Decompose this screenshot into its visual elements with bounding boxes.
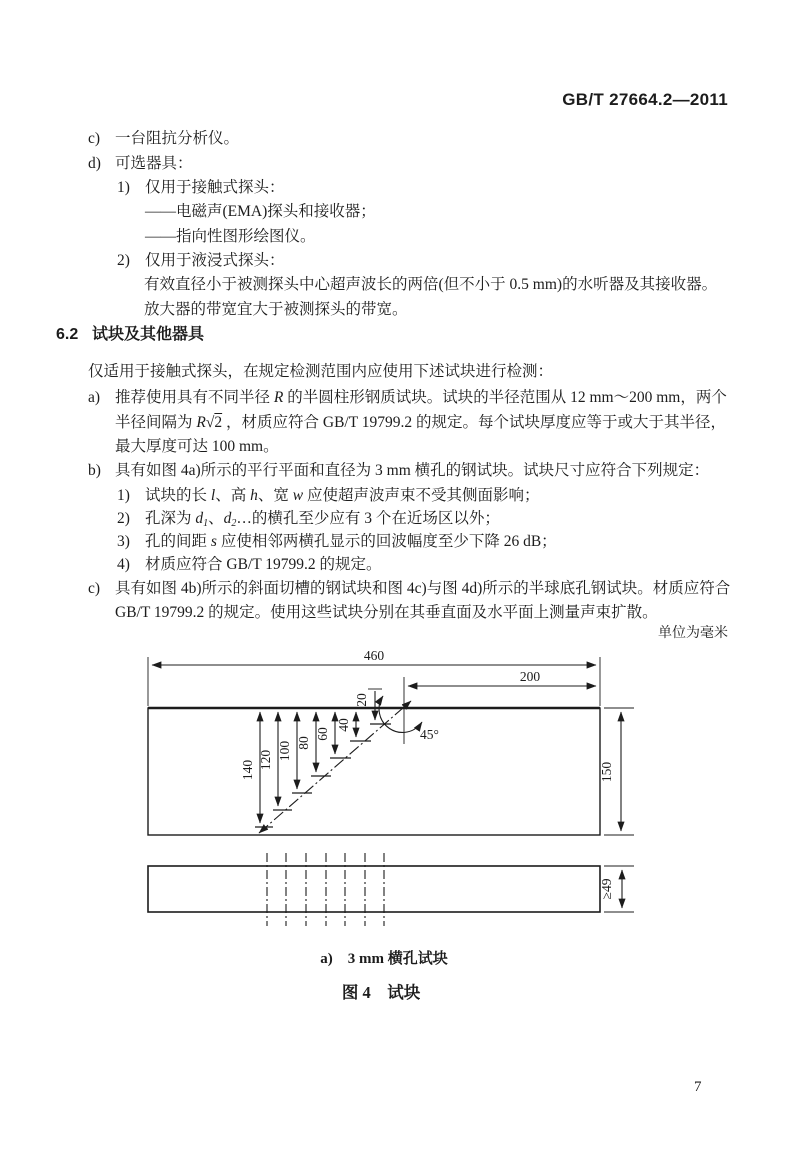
standard-number-header: GB/T 27664.2—2011	[562, 90, 728, 109]
list-text: 一台阻抗分析仪。	[115, 130, 240, 147]
list-text: 有效直径小于被测探头中心超声波长的两倍(但不小于 0.5 mm)的水听器及其接收器。	[144, 276, 718, 293]
list-text: 应使超声波声束不受其侧面影响；	[303, 487, 540, 504]
variable-w: w	[292, 487, 304, 504]
list-text: ——电磁声(EMA)探头和接收器；	[145, 203, 376, 220]
list-marker: 2)	[117, 510, 130, 527]
radicand: 2	[214, 414, 223, 431]
list-item-d	[88, 155, 193, 174]
list-item-a	[88, 389, 727, 408]
extension-lines	[148, 657, 634, 912]
figure-4a-drawing	[0, 645, 800, 945]
list-text: 可选器具：	[115, 155, 193, 172]
list-marker: a)	[88, 389, 101, 406]
block-outline	[148, 708, 600, 835]
list-text: 、高	[215, 487, 251, 504]
list-text: 的半圆柱形钢质试块。试块的半径范围从 12 mm～200 mm，两个	[283, 389, 727, 406]
list-item-c	[88, 130, 239, 149]
list-marker: 1)	[117, 487, 130, 504]
dimension-lines	[152, 665, 622, 908]
list-text: 仅用于接触式探头：	[145, 179, 285, 196]
list-item-d2	[117, 252, 285, 271]
list-item-b2	[117, 510, 500, 530]
list-marker: 3)	[117, 533, 130, 550]
list-text: ，材质应符合 GB/T 19799.2 的规定。每个试块厚度应等于或大于其半径，	[222, 414, 727, 431]
variable-l: l	[210, 487, 216, 504]
list-text: 最大厚度可达 100 mm。	[115, 438, 279, 455]
list-marker: 4)	[117, 556, 130, 573]
list-text: 、	[208, 510, 224, 527]
list-text: 推荐使用具有不同半径	[115, 389, 274, 406]
list-item-c2	[88, 580, 730, 599]
radical-sign: √	[205, 414, 215, 431]
list-item-d1-dash1	[145, 203, 376, 222]
list-text: …的横孔至少应有 3 个在近场区以外；	[236, 510, 500, 527]
list-marker: 1)	[117, 179, 130, 196]
list-item-a-cont1	[115, 414, 726, 433]
subscript-2: 2	[231, 518, 237, 529]
cross-section-view	[148, 657, 634, 912]
list-item-a-cont2	[115, 438, 279, 457]
list-marker: d)	[88, 155, 101, 172]
list-text: 孔的间距	[145, 533, 211, 550]
list-item-d1	[117, 179, 285, 198]
variable-R: R	[273, 389, 284, 406]
list-marker: b)	[88, 462, 101, 479]
variable-s: s	[210, 533, 217, 550]
section-heading	[56, 325, 204, 344]
section-number: 6.2	[56, 326, 79, 343]
list-text: 孔深为	[145, 510, 196, 527]
section-title: 试块及其他器具	[92, 326, 205, 343]
list-text: 应使相邻两横孔显示的回波幅度至少下降 26 dB；	[216, 533, 557, 550]
list-item-d2-cont2	[144, 301, 408, 320]
list-text: 半径间隔为	[115, 414, 197, 431]
subscript-1: 1	[203, 518, 209, 529]
list-item-b3	[117, 533, 557, 552]
list-text: 材质应符合 GB/T 19799.2 的规定。	[145, 556, 382, 573]
list-marker: c)	[88, 580, 101, 597]
list-marker: c)	[88, 130, 101, 147]
list-item-d1-dash2	[145, 228, 316, 247]
variable-d1: d	[195, 510, 204, 527]
variable-R: R	[196, 414, 206, 431]
list-text: ——指向性图形绘图仪。	[145, 228, 316, 245]
paragraph-text: 仅适用于接触式探头，在规定检测范围内应使用下述试块进行检测：	[88, 363, 554, 380]
list-text: 具有如图 4b)所示的斜面切槽的钢试块和图 4c)与图 4d)所示的半球底孔钢试块。材质应符合	[115, 580, 731, 597]
dim-label-150: 150	[599, 761, 614, 783]
list-text: GB/T 19799.2 的规定。使用这些试块分别在其垂直面及水平面上测量声束扩散。	[115, 604, 658, 621]
dim-label-80: 80	[296, 736, 311, 750]
hole-centerlines	[267, 853, 384, 926]
plan-view	[148, 853, 600, 926]
dim-label-60: 60	[315, 727, 330, 741]
list-item-c2-cont	[115, 604, 658, 623]
dim-label-20: 20	[354, 693, 369, 707]
dim-label-ge49: ≥49	[599, 878, 614, 900]
list-text: 、宽	[257, 487, 293, 504]
figure-caption: 图 4 试块	[341, 983, 421, 1002]
paragraph-intro	[88, 363, 553, 382]
dim-label-45deg: 45°	[420, 727, 439, 742]
plan-outline	[148, 866, 600, 912]
dim-label-100: 100	[277, 740, 292, 762]
list-text: 放大器的带宽宜大于被测探头的带宽。	[144, 301, 408, 318]
figure-subcaption: a) 3 mm 横孔试块	[320, 951, 448, 967]
list-item-b1	[117, 487, 539, 506]
angle-arc	[379, 696, 422, 732]
variable-d2: d	[223, 510, 232, 527]
dim-label-120: 120	[258, 749, 273, 771]
variable-h: h	[250, 487, 258, 504]
dim-label-40: 40	[336, 718, 351, 732]
list-text: 试块的长	[145, 487, 211, 504]
list-marker: 2)	[117, 252, 130, 269]
list-item-d2-cont1	[144, 276, 717, 295]
dim-label-460: 460	[363, 648, 385, 663]
list-item-b	[88, 462, 709, 481]
list-text: 具有如图 4a)所示的平行平面和直径为 3 mm 横孔的钢试块。试块尺寸应符合下列规定：	[115, 462, 710, 479]
page-number: 7	[694, 1079, 702, 1095]
list-item-b4	[117, 556, 382, 575]
dim-label-200: 200	[519, 669, 541, 684]
dim-label-140: 140	[240, 759, 255, 781]
list-text: 仅用于液浸式探头：	[145, 252, 285, 269]
unit-note: 单位为毫米	[658, 626, 728, 641]
